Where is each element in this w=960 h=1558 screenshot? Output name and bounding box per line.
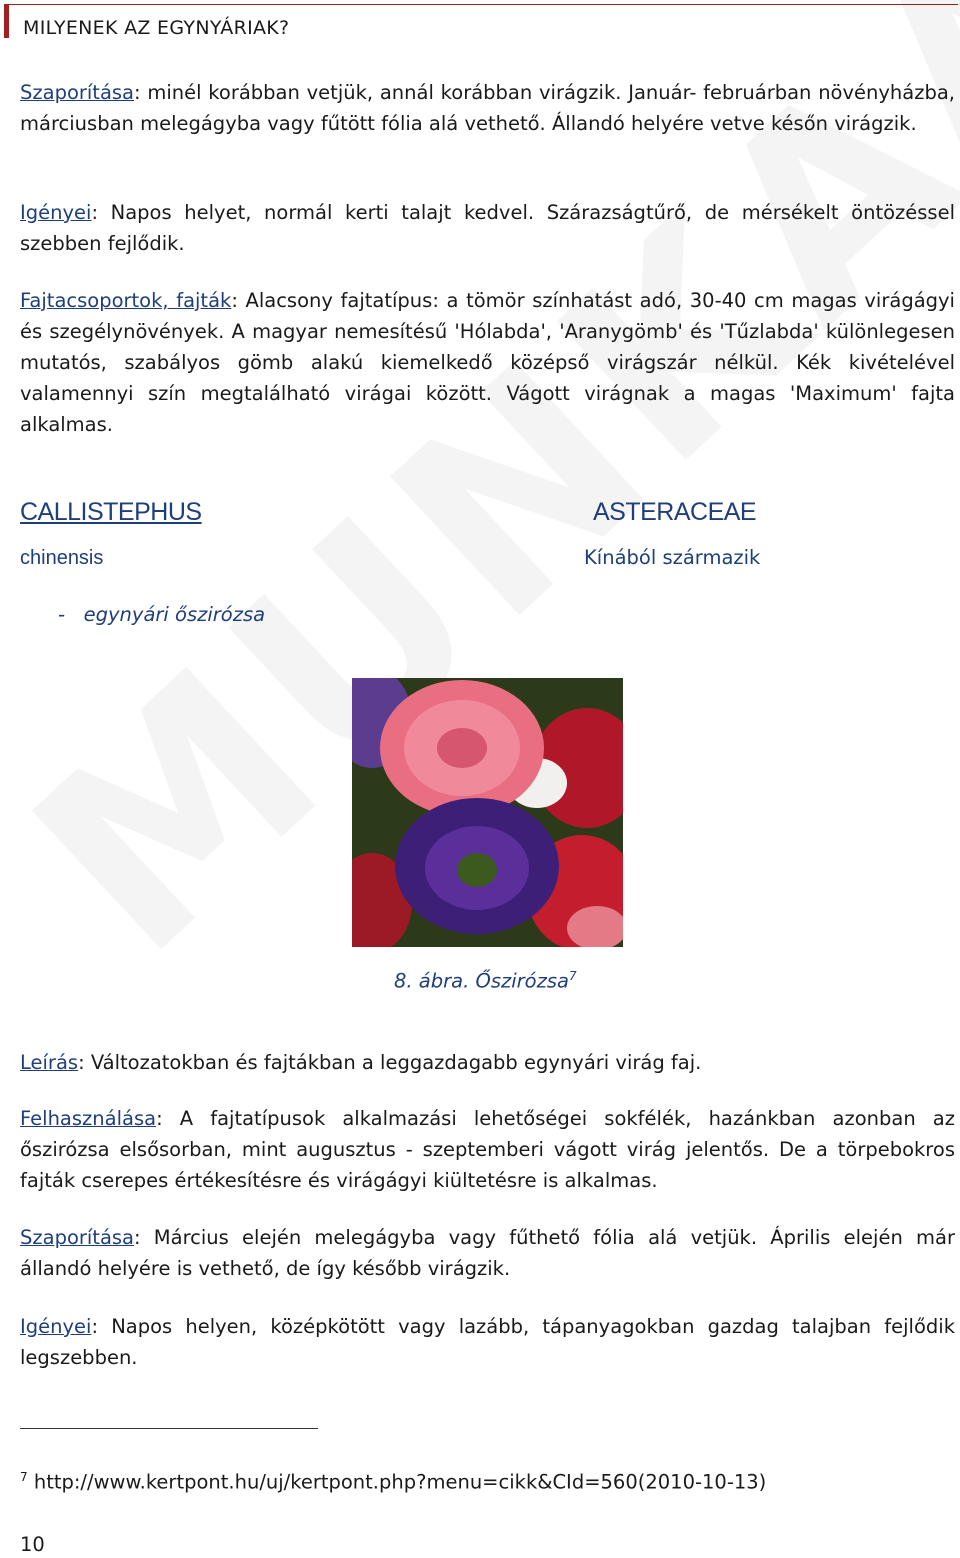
label-igenyei-2: Igényei [20, 1315, 92, 1338]
species-name: chinensis [20, 547, 104, 569]
paragraph-igenyei-2 [20, 1311, 955, 1373]
text-igenyei-1: : Napos helyet, normál kerti talajt kedvel. Szárazságtűrő, de mérsékelt öntözéssel szebben fejlődik. [20, 201, 955, 255]
footnote-url[interactable]: http://www.kertpont.hu/uj/kertpont.php?menu=cikk&CId=560(2010-10-13) [27, 1470, 767, 1494]
paragraph-felhasznalasa [20, 1103, 955, 1196]
text-fajtacsoportok: : Alacsony fajtatípus: a tömör színhatást adó, 30-40 cm magas virágágyi és szegélynövények. A magyar nemesítésű 'Hólabda', 'Aranygömb' és 'Tűzlabda' különlegesen mutatós, szabályos gömb alakú kiemelkedő középső virágszár nélkül. Kék kivételével valamennyi szín megtalálható virágai között. Vágott virágnak a magas 'Maximum' fajta alkalmas. [20, 289, 955, 436]
genus-title: CALLISTEPHUS [20, 498, 202, 526]
caption-text: 8. ábra. Őszirózsa [394, 969, 569, 993]
label-leiras: Leírás [20, 1051, 79, 1074]
label-felhasznalasa: Felhasználása [20, 1107, 157, 1130]
text-felhasznalasa: : A fajtatípusok alkalmazási lehetőségei sokfélék, hazánkban azonban az őszirózsa elsősorban, mint augusztus - szeptemberi vágott virág jelentős. De a törpebokros fajták cserepes értékesítésre és virágágyi kiültetésre is alkalmas. [20, 1107, 955, 1192]
label-szaporitasa-2: Szaporítása [20, 1226, 135, 1249]
label-fajtacsoportok: Fajtacsoportok, fajták [20, 289, 232, 312]
paragraph-szaporitasa-1 [20, 77, 955, 139]
paragraph-szaporitasa-2 [20, 1222, 955, 1284]
caption-footnote-ref: 7 [568, 969, 577, 983]
common-name: - egynyári őszirózsa [58, 603, 266, 626]
paragraph-igenyei-1 [20, 197, 955, 259]
label-szaporitasa-1: Szaporítása [20, 81, 135, 104]
paragraph-fajtacsoportok [20, 285, 955, 440]
figure-caption [394, 969, 577, 993]
paragraph-leiras [20, 1047, 955, 1078]
page-header [4, 4, 958, 38]
aster-flower-photo [352, 678, 623, 947]
origin-text: Kínából származik [584, 546, 761, 569]
footnote-divider [20, 1428, 318, 1429]
header-title: MILYENEK AZ EGYNYÁRIAK? [23, 17, 290, 39]
page-number: 10 [20, 1533, 45, 1556]
text-igenyei-2: : Napos helyen, középkötött vagy lazább, tápanyagokban gazdag talajban fejlődik legszebben. [20, 1315, 955, 1369]
text-szaporitasa-2: : Március elején melegágyba vagy fűthető fólia alá vetjük. Április elején már állandó helyére is vethető, de így később virágzik. [20, 1226, 955, 1280]
family-title: ASTERACEAE [593, 498, 757, 526]
footnote-number: 7 [20, 1470, 28, 1484]
footnote [20, 1470, 766, 1494]
text-leiras: : Változatokban és fajtákban a leggazdagabb egynyári virág faj. [78, 1051, 702, 1074]
text-szaporitasa-1: : minél korábban vetjük, annál korábban virágzik. Január- februárban növényházba, márciusban melegágyba vagy fűtött fólia alá vethető. Állandó helyére vetve későn virágzik. [20, 81, 955, 135]
label-igenyei-1: Igényei [20, 201, 92, 224]
